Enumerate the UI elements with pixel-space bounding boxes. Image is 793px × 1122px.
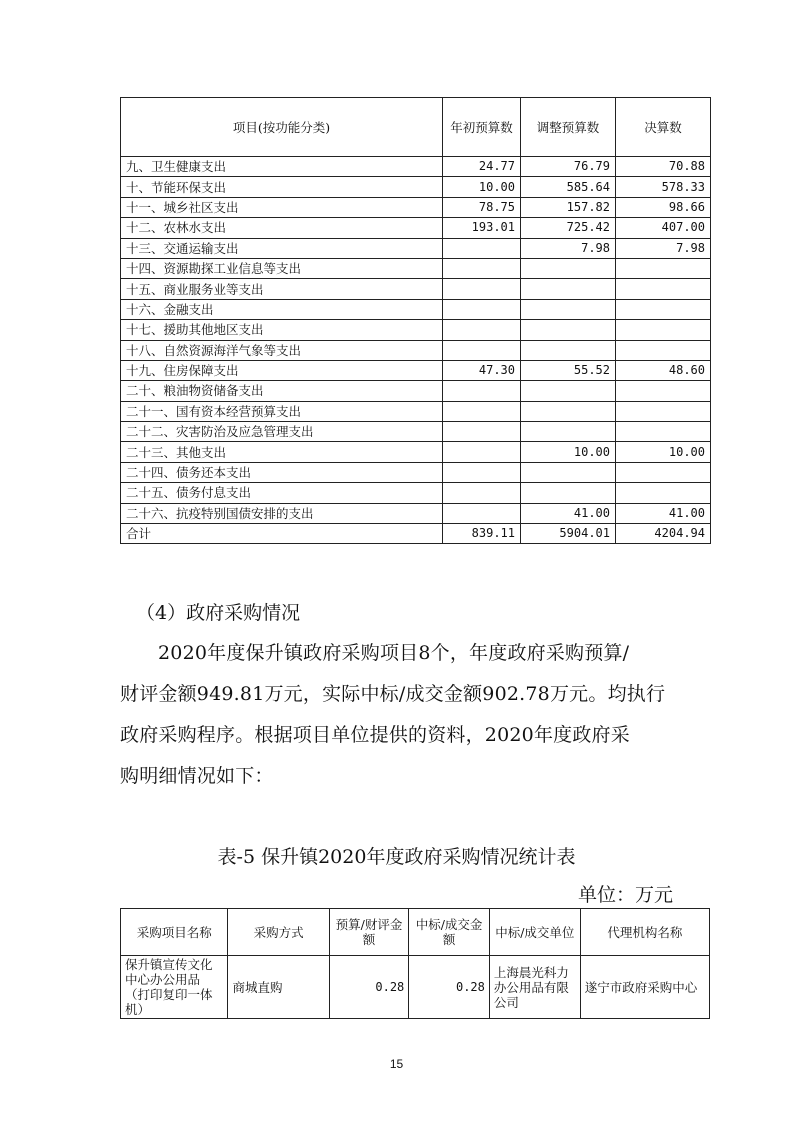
cell-adjusted: 157.82 [521, 197, 616, 217]
paragraph-line: 2020年度保升镇政府采购项目8个，年度政府采购预算/ [158, 642, 630, 664]
cell-item: 二十二、灾害防治及应急管理支出 [121, 422, 443, 442]
cell-budget: 0.28 [329, 956, 409, 1019]
paragraph-line: 购明细情况如下： [120, 765, 274, 787]
cell-final [616, 320, 711, 340]
cell-final [616, 422, 711, 442]
table-row [121, 218, 711, 238]
cell-final [616, 340, 711, 360]
cell-adjusted: 5904.01 [521, 524, 616, 544]
table-row [121, 299, 711, 319]
cell-vendor: 上海晨光科力办公用品有限公司 [489, 956, 580, 1019]
cell-final: 98.66 [616, 197, 711, 217]
header-bid: 中标/成交金额 [409, 909, 490, 956]
cell-adjusted: 55.52 [521, 360, 616, 380]
cell-initial: 47.30 [443, 360, 521, 380]
table-row [121, 483, 711, 503]
header-adjusted: 调整预算数 [521, 98, 616, 157]
cell-item: 二十五、债务付息支出 [121, 483, 443, 503]
table-row [121, 422, 711, 442]
cell-initial: 78.75 [443, 197, 521, 217]
cell-final [616, 462, 711, 482]
cell-adjusted: 10.00 [521, 442, 616, 462]
cell-item: 十五、商业服务业等支出 [121, 279, 443, 299]
cell-adjusted [521, 258, 616, 278]
header-project-name: 采购项目名称 [121, 909, 228, 956]
cell-adjusted: 41.00 [521, 503, 616, 523]
cell-method: 商城直购 [228, 956, 329, 1019]
cell-adjusted [521, 401, 616, 421]
section-heading: （4）政府采购情况 [136, 602, 301, 624]
header-initial: 年初预算数 [443, 98, 521, 157]
cell-item: 十、节能环保支出 [121, 177, 443, 197]
cell-initial [443, 462, 521, 482]
cell-final: 41.00 [616, 503, 711, 523]
cell-adjusted [521, 381, 616, 401]
cell-initial [443, 483, 521, 503]
cell-initial [443, 258, 521, 278]
cell-final: 4204.94 [616, 524, 711, 544]
cell-initial [443, 401, 521, 421]
cell-final [616, 299, 711, 319]
cell-initial [443, 238, 521, 258]
table-row [121, 157, 711, 177]
page-number: 15 [389, 1057, 404, 1071]
cell-item: 十九、住房保障支出 [121, 360, 443, 380]
cell-final [616, 483, 711, 503]
procurement-table-header [121, 909, 710, 956]
cell-item: 十四、资源勘探工业信息等支出 [121, 258, 443, 278]
cell-adjusted: 585.64 [521, 177, 616, 197]
cell-final: 70.88 [616, 157, 711, 177]
section-paragraph [120, 633, 690, 797]
table-unit: 单位：万元 [577, 884, 673, 906]
cell-adjusted: 76.79 [521, 157, 616, 177]
cell-initial [443, 299, 521, 319]
table-row [121, 442, 711, 462]
procurement-table [120, 908, 710, 1019]
header-agency: 代理机构名称 [580, 909, 709, 956]
cell-project-name: 保升镇宣传文化中心办公用品（打印复印一体机） [121, 956, 228, 1019]
cell-adjusted [521, 483, 616, 503]
table-row [121, 238, 711, 258]
table-row [121, 177, 711, 197]
cell-item: 十二、农林水支出 [121, 218, 443, 238]
cell-adjusted [521, 422, 616, 442]
cell-final: 407.00 [616, 218, 711, 238]
cell-item: 二十四、债务还本支出 [121, 462, 443, 482]
cell-adjusted [521, 299, 616, 319]
header-item: 项目(按功能分类) [121, 98, 443, 157]
cell-item: 十一、城乡社区支出 [121, 197, 443, 217]
cell-initial: 10.00 [443, 177, 521, 197]
table-row [121, 503, 711, 523]
cell-item: 十八、自然资源海洋气象等支出 [121, 340, 443, 360]
table-row [121, 524, 711, 544]
cell-final: 578.33 [616, 177, 711, 197]
cell-initial: 24.77 [443, 157, 521, 177]
cell-item: 二十一、国有资本经营预算支出 [121, 401, 443, 421]
table-row [121, 401, 711, 421]
cell-initial [443, 279, 521, 299]
budget-table [120, 97, 711, 544]
cell-adjusted: 7.98 [521, 238, 616, 258]
table-row [121, 340, 711, 360]
header-final: 决算数 [616, 98, 711, 157]
cell-final [616, 401, 711, 421]
cell-adjusted [521, 462, 616, 482]
table-row [121, 381, 711, 401]
table-row [121, 360, 711, 380]
cell-item: 二十六、抗疫特别国债安排的支出 [121, 503, 443, 523]
cell-item: 十六、金融支出 [121, 299, 443, 319]
header-method: 采购方式 [228, 909, 329, 956]
table-row [121, 320, 711, 340]
paragraph-line: 财评金额949.81万元，实际中标/成交金额902.78万元。均执行 [120, 683, 666, 705]
cell-initial [443, 340, 521, 360]
cell-final [616, 381, 711, 401]
cell-final: 10.00 [616, 442, 711, 462]
cell-adjusted [521, 340, 616, 360]
cell-bid: 0.28 [409, 956, 490, 1019]
cell-item: 二十、粮油物资储备支出 [121, 381, 443, 401]
table-row [121, 462, 711, 482]
cell-adjusted: 725.42 [521, 218, 616, 238]
cell-item: 十七、援助其他地区支出 [121, 320, 443, 340]
paragraph-line: 政府采购程序。根据项目单位提供的资料，2020年度政府采 [120, 724, 630, 746]
table-row [121, 197, 711, 217]
header-budget: 预算/财评金额 [329, 909, 409, 956]
table-row [121, 258, 711, 278]
cell-initial [443, 422, 521, 442]
cell-initial [443, 320, 521, 340]
cell-final [616, 258, 711, 278]
cell-initial [443, 442, 521, 462]
budget-table-header [121, 98, 711, 157]
cell-adjusted [521, 320, 616, 340]
cell-final: 48.60 [616, 360, 711, 380]
cell-agency: 遂宁市政府采购中心 [580, 956, 709, 1019]
cell-final [616, 279, 711, 299]
cell-item: 合计 [121, 524, 443, 544]
table-row [121, 279, 711, 299]
cell-item: 九、卫生健康支出 [121, 157, 443, 177]
cell-item: 二十三、其他支出 [121, 442, 443, 462]
cell-initial: 193.01 [443, 218, 521, 238]
cell-initial: 839.11 [443, 524, 521, 544]
header-vendor: 中标/成交单位 [489, 909, 580, 956]
cell-initial [443, 381, 521, 401]
cell-item: 十三、交通运输支出 [121, 238, 443, 258]
cell-adjusted [521, 279, 616, 299]
table-caption: 表-5 保升镇2020年度政府采购情况统计表 [217, 846, 576, 868]
cell-final: 7.98 [616, 238, 711, 258]
table-row [121, 956, 710, 1019]
cell-initial [443, 503, 521, 523]
budget-table-body [121, 157, 711, 544]
